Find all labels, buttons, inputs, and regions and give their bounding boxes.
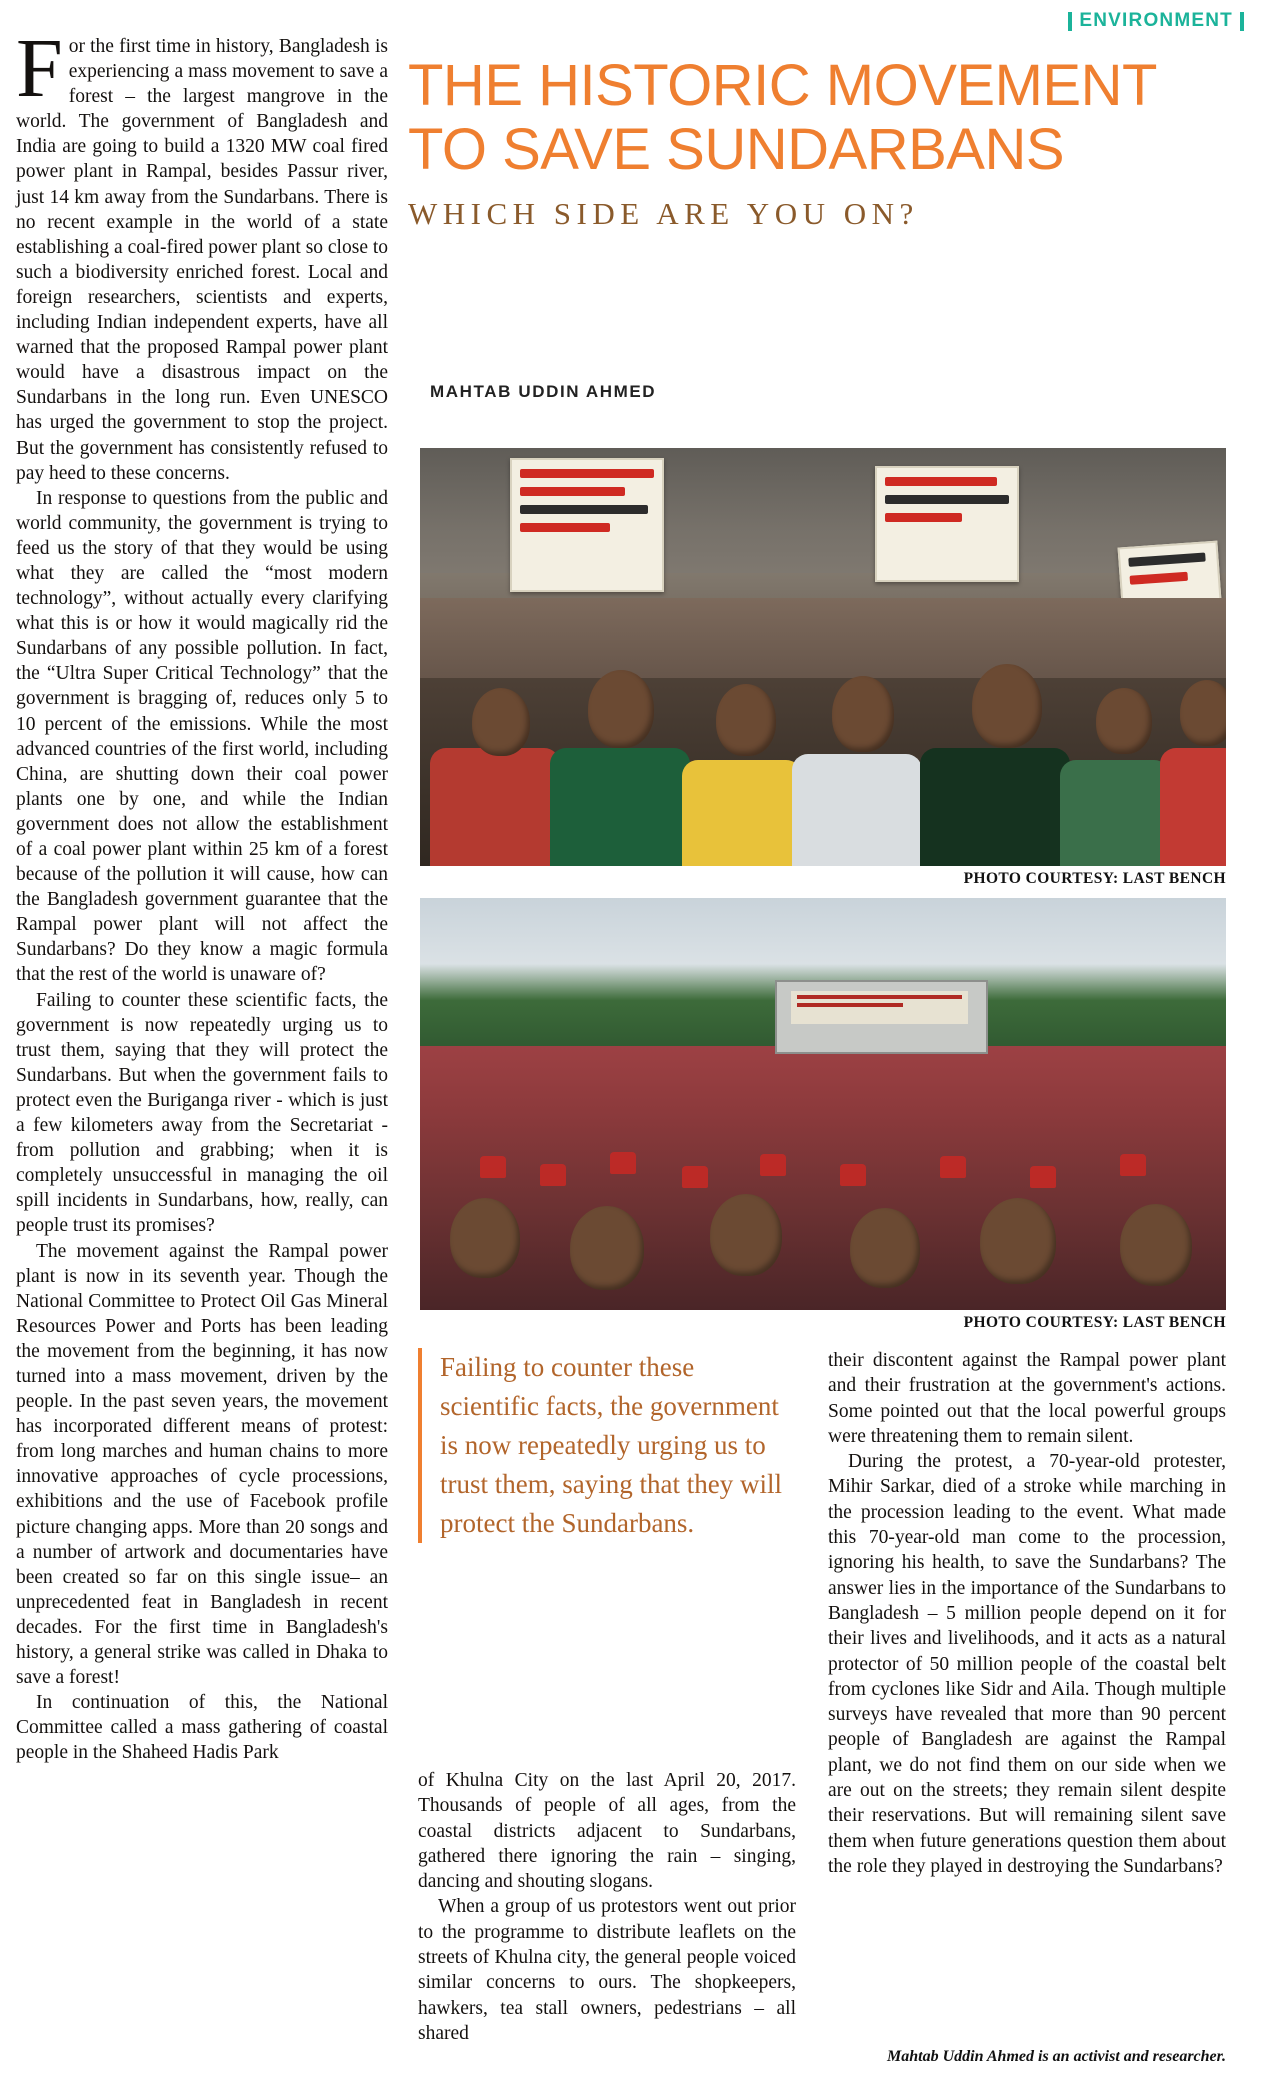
protester-head [1096, 688, 1152, 754]
placard-text-line [1130, 572, 1188, 585]
stage-banner [791, 991, 968, 1024]
red-chair [610, 1152, 636, 1174]
protester-head [1180, 680, 1226, 746]
author-note: Mahtab Uddin Ahmed is an activist and researcher. [887, 2048, 1226, 2065]
article-column-left [16, 22, 389, 2080]
body-paragraph-text: or the first time in history, Bangladesh is experiencing a mass movement to save a forest – the largest mangrove in the world. The government of Bangladesh and India are going to build a 1320 MW coal fired power plant in Rampal, besides Passur river, just 14 km away from the Sundarbans. There is no recent example in the world of a state establishing a coal-fired power plant so close to such a biodiversity enriched forest. Local and foreign researchers, scientists and experts, including Indian independent experts, have all warned that the proposed Rampal power plant would have a disastrous impact on the Sundarbans in the long run. Even UNESCO has urged the government to stop the project. But the government has consistently refused to pay heed to these concerns. [16, 36, 389, 484]
attendee-head [570, 1206, 644, 1290]
headline-subhead: WHICH SIDE ARE YOU ON? [408, 196, 919, 231]
red-chair [682, 1166, 708, 1188]
attendee-head [710, 1194, 782, 1276]
protester-head [832, 676, 894, 752]
headline-block [408, 54, 1248, 232]
photo-credit-1: PHOTO COURTESY: LAST BENCH [963, 870, 1226, 887]
protester-shirt [682, 760, 802, 866]
article-column-right [828, 1348, 1226, 1879]
protester-shirt [430, 748, 560, 866]
body-paragraph [16, 22, 389, 486]
section-kicker [1068, 10, 1244, 32]
red-chair [1030, 1166, 1056, 1188]
red-chair [840, 1164, 866, 1186]
protester-head [716, 684, 776, 756]
protester-shirt [1160, 748, 1226, 866]
red-chair [940, 1156, 966, 1178]
attendee-head [850, 1208, 920, 1288]
attendee-head [450, 1198, 520, 1278]
attendee-head [980, 1198, 1056, 1284]
photo-protest-march [420, 448, 1226, 866]
body-paragraph: of Khulna City on the last April 20, 2017. Thousands of people of all ages, from the coastal districts adjacent to Sundarbans, gathered there ignoring the rain – singing, dancing and shouting slogans. [418, 1770, 796, 1893]
protester-head [472, 688, 530, 756]
article-column-middle [418, 1768, 796, 2046]
protester-shirt [1060, 760, 1170, 866]
placard-text-line [520, 523, 610, 532]
placard-text-line [885, 477, 997, 486]
protester-shirt [920, 748, 1070, 866]
body-paragraph: In response to questions from the public and world community, the government is trying to feed us the story of that they would be using what they are called the “most modern technology”, without actually every clarifying what this is or how it would magically rid the Sundarbans of any possible pollution. In fact, the “Ultra Super Critical Technology” that the government is bragging of, reduces only 5 to 10 percent of the emissions. While the most advanced countries of the first world, including China, are shutting down their coal power plants one by one, and while the Indian government does not allow the establishment of a coal power plant within 25 km of a forest because of the pollution it will cause, how can the Bangladesh government guarantee that the Rampal power plant will not affect the Sundarbans? Do they know a magic formula that the rest of the world is unaware of? [16, 487, 388, 986]
placard-left [510, 458, 664, 592]
placard-text-line [885, 513, 962, 522]
headline-line-1: THE HISTORIC MOVEMENT [408, 53, 1157, 118]
red-chair [540, 1164, 566, 1186]
body-paragraph: During the protest, a 70-year-old protester, Mihir Sarkar, died of a stroke while marching in the procession leading to the event. What made this 70-year-old man come to the procession, ignoring his health, to save the Sundarbans? The answer lies in the importance of the Sundarbans to Bangladesh – 5 million people depend on it for their lives and livelihoods, and it acts as a natural protector of 50 million people of the coastal belt from cyclones like Sidr and Aila. Though multiple surveys have revealed that more than 90 percent people of Bangladesh are against the Rampal plant, we do not find them on our side when we are out on the streets; they remain silent despite their reservations. But will remaining silent save them when future generations question them about the role they played in destroying the Sundarbans? [828, 1451, 1226, 1877]
protester-shirt [550, 748, 690, 866]
body-paragraph: In continuation of this, the National Committee called a mass gathering of coastal people in the Shaheed Hadis Park [16, 1692, 388, 1764]
protester-head [588, 670, 654, 748]
placard-text-line [520, 487, 625, 496]
section-label: ENVIRONMENT [1079, 10, 1233, 31]
protester-shirt [792, 754, 922, 866]
photo-credit-2: PHOTO COURTESY: LAST BENCH [963, 1314, 1226, 1331]
attendee-head [1120, 1204, 1192, 1286]
red-chair [760, 1154, 786, 1176]
red-chair [480, 1156, 506, 1178]
body-paragraph: The movement against the Rampal power plant is now in its seventh year. Though the National Committee to Protect Oil Gas Mineral Resources Power and Ports has been leading the movement from the beginning, it has now turned into a mass movement, driven by the people. In the past seven years, the movement has incorporated different means of protest: from long marches and human chains to more innovative approaches of cycle processions, exhibitions and the use of Facebook profile picture changing apps. More than 20 songs and a number of artwork and documentaries have been created so far on this single issue– an unprecedented feat in Bangladesh in recent decades. For the first time in Bangladesh's history, a general strike was called in Dhaka to save a forest! [16, 1240, 388, 1689]
photo-mass-gathering [420, 898, 1226, 1310]
body-paragraph: Failing to counter these scientific facts, the government is now repeatedly urging us to trust them, saying that they will protect the Sundarbans. But when the government fails to protect even the Buriganga river - which is just a few kilometers away from the Secretariat - from pollution and grabbing; when it is completely unsuccessful in managing the oil spill incidents in Sundarbans, how, really, can people trust its promises? [16, 989, 388, 1237]
drop-cap: F [16, 22, 63, 115]
placard-text-line [885, 495, 1009, 504]
protester-head [972, 664, 1042, 748]
placard-text-line [520, 469, 654, 478]
red-chair [1120, 1154, 1146, 1176]
kicker-rule-left [1068, 12, 1072, 31]
placard-text-line [1128, 552, 1205, 566]
body-paragraph: When a group of us protestors went out prior to the programme to distribute leaflets on the streets of Khulna city, the general people voiced similar concerns to ours. The shopkeepers, hawkers, tea stall owners, pedestrians – all shared [418, 1896, 796, 2044]
banner-text-line [797, 1003, 903, 1007]
headline-line-2: TO SAVE SUNDARBANS [408, 117, 1065, 182]
placard-text-line [520, 505, 648, 514]
byline: MAHTAB UDDIN AHMED [430, 382, 657, 401]
body-paragraph: their discontent against the Rampal power plant and their frustration at the government's actions. Some pointed out that the local powerful groups were threatening them to remain silent. [828, 1350, 1226, 1447]
pull-quote: Failing to counter these scientific facts, the government is now repeatedly urging us to trust them, saying that they will protect the Sundarbans. [418, 1348, 786, 1543]
kicker-rule-right [1240, 12, 1244, 31]
banner-text-line [797, 995, 962, 999]
placard-right [875, 466, 1019, 582]
